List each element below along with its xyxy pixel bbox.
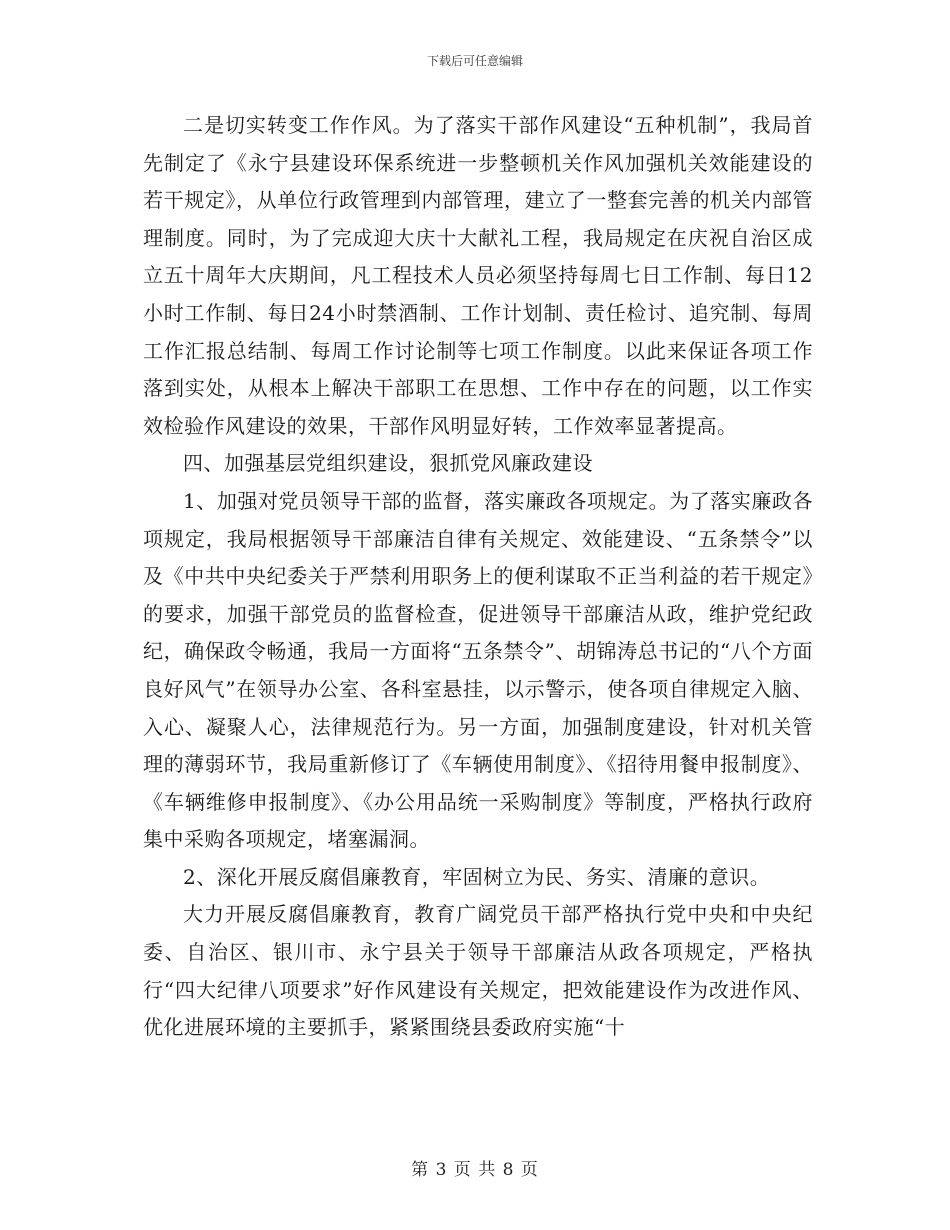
page-header: 下载后可任意编辑 — [426, 54, 523, 68]
document-body — [143, 107, 813, 1047]
paragraph-supervision: 1、加强对党员领导干部的监督，落实廉政各项规定。为了落实廉政各项规定，我局根据领导干部廉洁自律有关规定、效能建设、“五条禁令”以及《中共中央纪委关于严禁利用职务上的便利谋取不正当利益的若干规定》的要求，加强干部党员的监督检查，促进领导干部廉洁从政，维护党纪政纪，确保政令畅通，我局一方面将“五条禁令”、胡锦涛总书记的“八个方面良好风气”在领导办公室、各科室悬挂，以示警示，使各项自律规定入脑、入心、凝聚人心，法律规范行为。另一方面，加强制度建设，针对机关管理的薄弱环节，我局重新修订了《车辆使用制度》、《招待用餐申报制度》、《车辆维修申报制度》、《办公用品统一采购制度》等制度，严格执行政府集中采购各项规定，堵塞漏洞。 — [143, 488, 813, 852]
paragraph-work-style: 二是切实转变工作作风。为了落实干部作风建设“五种机制”，我局首先制定了《永宁县建设环保系统进一步整顿机关作风加强机关效能建设的若干规定》，从单位行政管理到内部管理，建立了一整套完善的机关内部管理制度。同时，为了完成迎大庆十大献礼工程，我局规定在庆祝自治区成立五十周年大庆期间，凡工程技术人员必须坚持每周七日工作制、每日12小时工作制、每日24小时禁酒制、工作计划制、责任检讨、追究制、每周工作汇报总结制、每周工作讨论制等七项工作制度。以此来保证各项工作落到实处，从根本上解决干部职工在思想、工作中存在的问题，以工作实效检验作风建设的效果，干部作风明显好转，工作效率显著提高。 — [143, 113, 813, 438]
paragraph-anticorruption-heading: 2、深化开展反腐倡廉教育，牢固树立为民、务实、清廉的意识。 — [183, 864, 771, 889]
section-heading-party-building: 四、加强基层党组织建设，狠抓党风廉政建设 — [183, 451, 593, 476]
paragraph-anticorruption-education: 大力开展反腐倡廉教育，教育广阔党员干部严格执行党中央和中央纪委、自治区、银川市、永宁县关于领导干部廉洁从政各项规定，严格执行“四大纪律八项要求”好作风建设有关规定，把效能建设作为改进作风、优化进展环境的主要抓手，紧紧围绕县委政府实施“十 — [143, 902, 813, 1040]
page-number-footer: 第 3 页 共 8 页 — [411, 1160, 539, 1180]
